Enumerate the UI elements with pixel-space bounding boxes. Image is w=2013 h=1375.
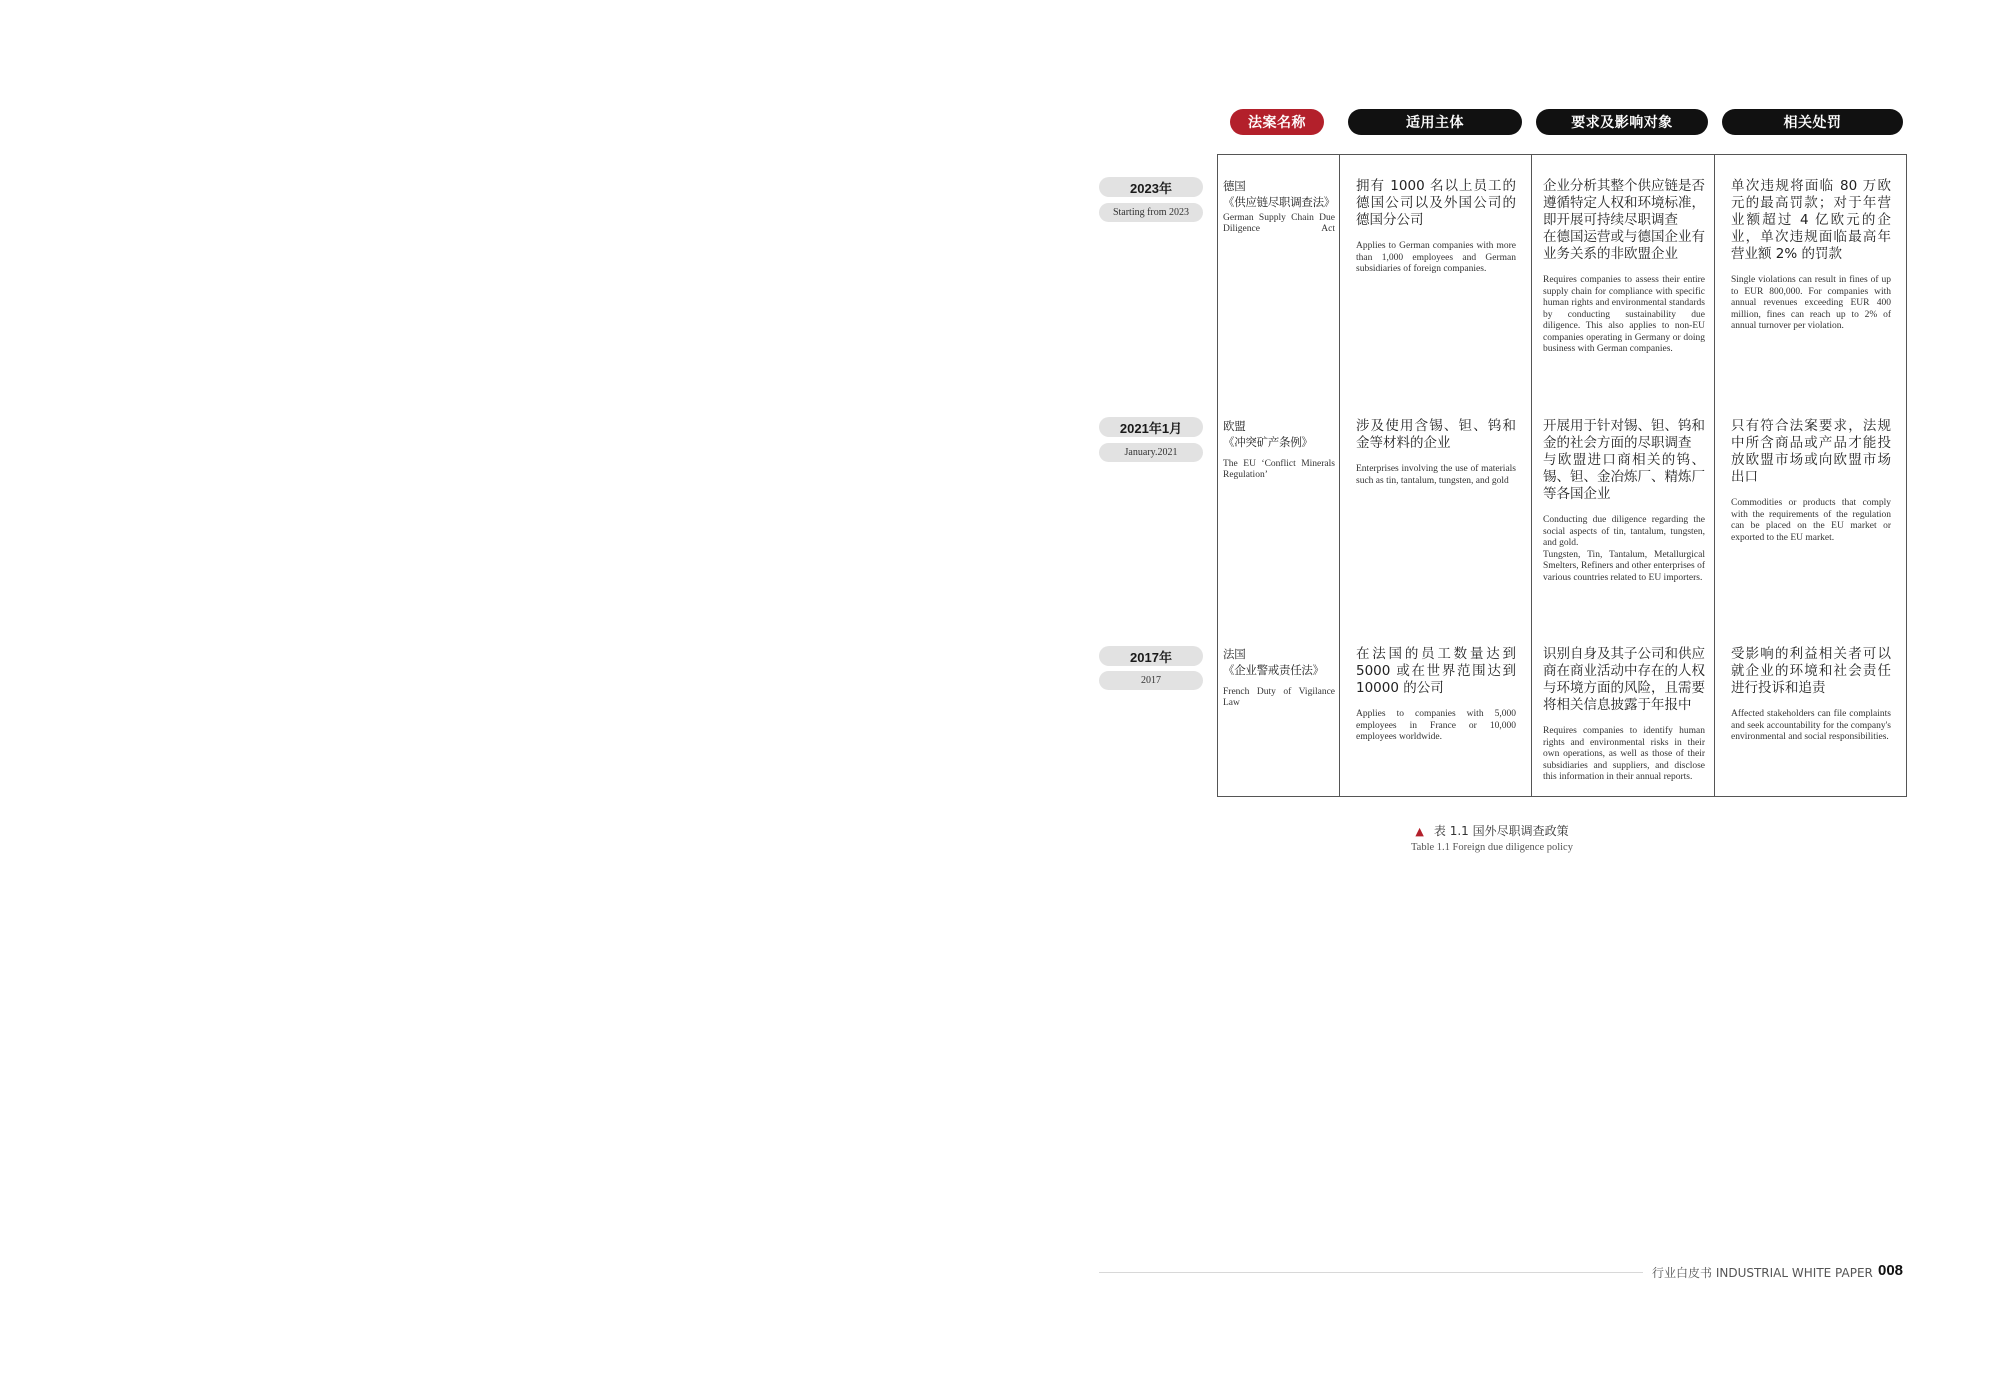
- caption-cn-line: [1342, 822, 1642, 839]
- year-label: 2021年1月: [1099, 417, 1203, 437]
- penalty-en: Single violations can result in fines of up to EUR 800,000. For companies with annual revenues exceeding EUR 400 million, fines can reach up to 2% of annual turnover per violation.: [1731, 275, 1891, 331]
- year-label: 2017年: [1099, 646, 1203, 666]
- header-applicable-subject: 适用主体: [1348, 109, 1522, 135]
- penalty-cn: 受影响的利益相关者可以就企业的环境和社会责任进行投诉和追责: [1731, 646, 1891, 696]
- year-label-en: 2017: [1099, 671, 1203, 690]
- subject-en: Enterprises involving the use of materials such as tin, tantalum, tungsten, and gold: [1356, 464, 1516, 486]
- law-title: 《冲突矿产条例》: [1223, 435, 1313, 449]
- law-cell: [1223, 646, 1335, 708]
- penalty-cn: 单次违规将面临 80 万欧元的最高罚款；对于年营业额超过 4 亿欧元的企业，单次违规面临最高年营业额 2% 的罚款: [1731, 178, 1891, 262]
- requirement-cell: [1543, 418, 1705, 584]
- requirement-cn: 在德国运营或与德国企业有业务关系的非欧盟企业: [1543, 229, 1705, 262]
- requirement-cn: 识别自身及其子公司和供应商在商业活动中存在的人权与环境方面的风险，且需要将相关信息披露于年报中: [1543, 646, 1705, 713]
- subject-cn: 涉及使用含锡、钽、钨和金等材料的企业: [1356, 418, 1516, 451]
- law-country: 德国: [1223, 179, 1246, 193]
- header-law-name: 法案名称: [1230, 109, 1324, 135]
- subject-en: Applies to German companies with more than 1,000 employees and German subsidiaries of foreign companies.: [1356, 241, 1516, 274]
- law-country: 欧盟: [1223, 419, 1246, 433]
- law-title: 《供应链尽职调查法》: [1223, 195, 1335, 209]
- requirement-en: Requires companies to identify human rights and environmental risks in their own operations, as well as those of their subsidiaries and suppliers, and disclose this information in their annual reports.: [1543, 726, 1705, 782]
- subject-cell: [1356, 646, 1516, 744]
- law-cell: [1223, 418, 1335, 480]
- law-name-en: French Duty of Vigilance Law: [1223, 687, 1335, 708]
- penalty-cell: [1731, 178, 1891, 333]
- requirement-en: Requires companies to assess their entire supply chain for compliance with specific human rights and environmental standards by conducting sustainability due diligence. This also applies to non-EU companies operating in Germany or doing business with German companies.: [1543, 275, 1705, 354]
- caption-en: Table 1.1 Foreign due diligence policy: [1411, 842, 1573, 853]
- requirement-cell: [1543, 178, 1705, 356]
- year-label-en: January.2021: [1099, 443, 1203, 462]
- law-cell: [1223, 178, 1335, 234]
- caption-cn: 表 1.1 国外尽职调查政策: [1433, 824, 1569, 838]
- penalty-cell: [1731, 418, 1891, 544]
- year-label: 2023年: [1099, 177, 1203, 197]
- penalty-en: Commodities or products that comply with the requirements of the regulation can be placed on the EU market or exported to the EU market.: [1731, 498, 1891, 543]
- requirement-en: Conducting due diligence regarding the social aspects of tin, tantalum, tungsten, and gold.: [1543, 515, 1705, 548]
- column-divider: [1531, 154, 1532, 797]
- law-title: 《企业警戒责任法》: [1223, 663, 1324, 677]
- requirement-cell: [1543, 646, 1705, 784]
- header-penalties: 相关处罚: [1722, 109, 1903, 135]
- requirement-cn: 企业分析其整个供应链是否遵循特定人权和环境标准，即开展可持续尽职调查: [1543, 178, 1705, 228]
- year-label-en: Starting from 2023: [1099, 203, 1203, 222]
- requirement-en: Tungsten, Tin, Tantalum, Metallurgical Smelters, Refiners and other enterprises of various countries related to EU importers.: [1543, 549, 1705, 583]
- subject-cn: 在法国的员工数量达到 5000 或在世界范围达到 10000 的公司: [1356, 646, 1516, 696]
- subject-en: Applies to companies with 5,000 employees in France or 10,000 employees worldwide.: [1356, 709, 1516, 742]
- requirement-cn: 与欧盟进口商相关的钨、锡、钽、金冶炼厂、精炼厂等各国企业: [1543, 452, 1705, 502]
- subject-cell: [1356, 418, 1516, 487]
- law-name-en: German Supply Chain Due Diligence Act: [1223, 213, 1335, 234]
- law-country: 法国: [1223, 647, 1246, 661]
- penalty-en: Affected stakeholders can file complaints and seek accountability for the company's environmental and social responsibilities.: [1731, 709, 1891, 742]
- footer-rule: [1099, 1272, 1643, 1273]
- column-divider: [1714, 154, 1715, 797]
- table-caption: [1342, 822, 1642, 853]
- subject-cell: [1356, 178, 1516, 276]
- penalty-cn: 只有符合法案要求，法规中所含商品或产品才能投放欧盟市场或向欧盟市场出口: [1731, 418, 1891, 485]
- column-divider: [1339, 154, 1340, 797]
- header-requirements: 要求及影响对象: [1536, 109, 1708, 135]
- requirement-cn: 开展用于针对锡、钽、钨和金的社会方面的尽职调查: [1543, 418, 1705, 451]
- triangle-icon: ▲: [1415, 825, 1424, 838]
- subject-cn: 拥有 1000 名以上员工的德国公司以及外国公司的德国分公司: [1356, 178, 1516, 228]
- penalty-cell: [1731, 646, 1891, 744]
- footer-title: 行业白皮书 INDUSTRIAL WHITE PAPER: [1652, 1266, 1873, 1280]
- law-name-en: The EU ‘Conflict Minerals Regulation’: [1223, 459, 1335, 480]
- page-number: 008: [1878, 1262, 1904, 1279]
